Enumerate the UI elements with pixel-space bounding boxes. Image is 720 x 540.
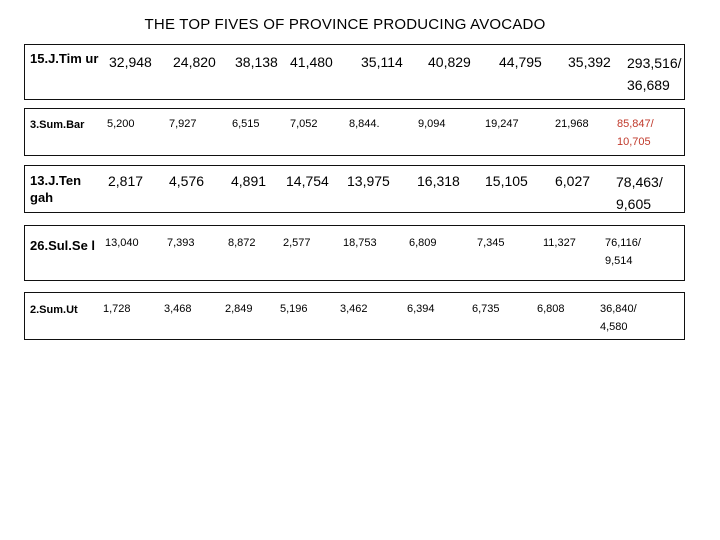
- page-title: THE TOP FIVES OF PROVINCE PRODUCING AVOCADO: [144, 16, 546, 33]
- table-row: [24, 44, 685, 100]
- value-cell: 3,468: [164, 303, 192, 315]
- value-cell: 35,114: [361, 54, 403, 70]
- value-cell: 6,808: [537, 303, 565, 315]
- total-cell: 293,516/ 36,689: [627, 55, 682, 94]
- value-cell: 8,844.: [349, 118, 380, 130]
- value-cell: 11,327: [543, 237, 576, 249]
- value-cell: 21,968: [555, 118, 589, 130]
- province-name: 13.J.Ten gah: [30, 173, 82, 205]
- province-name: 2.Sum.Ut: [30, 304, 78, 316]
- value-cell: 6,027: [555, 173, 591, 189]
- province-name: 26.Sul.Se l: [30, 238, 96, 253]
- value-cell: 5,196: [280, 303, 308, 315]
- value-cell: 41,480: [290, 54, 333, 70]
- value-cell: 38,138: [235, 54, 278, 70]
- value-cell: 24,820: [173, 54, 216, 70]
- value-cell: 6,394: [407, 303, 435, 315]
- value-cell: 32,948: [109, 54, 152, 70]
- province-name: 15.J.Tim ur: [30, 51, 99, 66]
- value-cell: 5,200: [107, 118, 135, 130]
- value-cell: 3,462: [340, 303, 368, 315]
- table-row: [24, 292, 685, 340]
- value-cell: 2,849: [225, 303, 253, 315]
- value-cell: 7,927: [169, 118, 197, 130]
- value-cell: 7,393: [167, 237, 195, 249]
- total-cell: 36,840/ 4,580: [600, 303, 637, 333]
- value-cell: 6,735: [472, 303, 500, 315]
- total-cell: 85,847/ 10,705: [617, 118, 654, 148]
- value-cell: 16,318: [417, 173, 460, 189]
- value-cell: 14,754: [286, 173, 329, 189]
- value-cell: 6,809: [409, 237, 437, 249]
- value-cell: 13,040: [105, 237, 139, 249]
- value-cell: 40,829: [428, 54, 471, 70]
- table-row: [24, 108, 685, 156]
- value-cell: 4,891: [231, 173, 267, 189]
- value-cell: 2,817: [108, 173, 144, 189]
- province-name: 3.Sum.Bar: [30, 119, 85, 131]
- value-cell: 2,577: [283, 237, 311, 249]
- value-cell: 4,576: [169, 173, 205, 189]
- value-cell: 44,795: [499, 54, 542, 70]
- value-cell: 13,975: [347, 173, 390, 189]
- value-cell: 35,392: [568, 54, 611, 70]
- value-cell: 9,094: [418, 118, 446, 130]
- table-row: [24, 165, 685, 213]
- total-cell: 76,116/ 9,514: [605, 237, 641, 267]
- value-cell: 19,247: [485, 118, 519, 130]
- value-cell: 1,728: [103, 303, 131, 315]
- value-cell: 8,872: [228, 237, 256, 249]
- value-cell: 15,105: [485, 173, 528, 189]
- value-cell: 7,052: [290, 118, 318, 130]
- total-cell: 78,463/ 9,605: [616, 174, 663, 213]
- value-cell: 6,515: [232, 118, 260, 130]
- value-cell: 7,345: [477, 237, 505, 249]
- table-row: [24, 225, 685, 281]
- value-cell: 18,753: [343, 237, 377, 249]
